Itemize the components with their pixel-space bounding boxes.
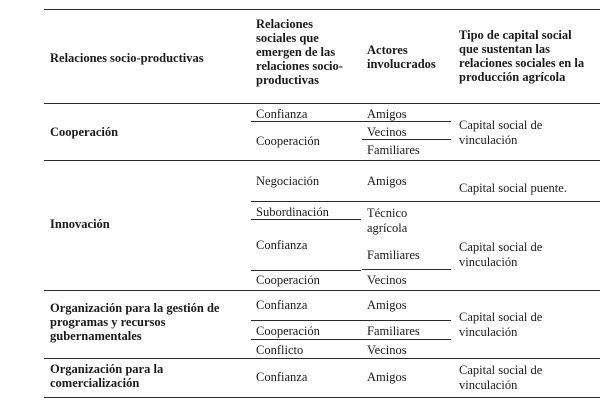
actor-cell: Vecinos bbox=[367, 125, 407, 139]
rule-header-bottom bbox=[44, 103, 600, 104]
rule-bottom bbox=[44, 397, 600, 398]
relation-cell: Cooperación bbox=[256, 273, 320, 287]
group-name: Innovación bbox=[50, 217, 110, 231]
group-name: Cooperación bbox=[50, 125, 119, 139]
capital-cell: Capital social puente. bbox=[459, 181, 567, 195]
actor-cell: Familiares bbox=[367, 324, 420, 338]
header-col2-line: sociales que bbox=[256, 31, 319, 45]
rule-group-3-bottom bbox=[44, 358, 600, 359]
relation-cell: Cooperación bbox=[256, 134, 320, 148]
actor-cell: Vecinos bbox=[367, 343, 407, 357]
capital-cell: vinculación bbox=[459, 133, 518, 147]
group-name: Organización para la gestión de bbox=[50, 301, 220, 315]
actor-cell: Amigos bbox=[367, 370, 407, 384]
capital-cell: Capital social de bbox=[459, 240, 543, 254]
group-name: comercialización bbox=[50, 376, 140, 390]
actor-cell: Amigos bbox=[367, 298, 407, 312]
rule bbox=[362, 139, 451, 140]
relation-cell: Confianza bbox=[256, 370, 308, 384]
actor-cell: Técnico bbox=[367, 206, 408, 220]
relation-cell: Subordinación bbox=[256, 205, 329, 219]
actor-cell: Vecinos bbox=[367, 273, 407, 287]
actor-cell: Familiares bbox=[367, 143, 420, 157]
rule-group-2-bottom bbox=[44, 290, 600, 291]
actor-cell: Familiares bbox=[367, 248, 420, 262]
capital-cell: vinculación bbox=[459, 255, 518, 269]
relation-cell: Negociación bbox=[256, 174, 320, 188]
group-name: programas y recursos bbox=[50, 315, 166, 329]
header-col4-line: producción agrícola bbox=[459, 70, 566, 84]
capital-cell: Capital social de bbox=[459, 363, 543, 377]
capital-cell: Capital social de bbox=[459, 118, 543, 132]
header-col2-line: productivas bbox=[256, 73, 319, 87]
rule bbox=[251, 201, 600, 202]
relation-cell: Confianza bbox=[256, 298, 308, 312]
header-col4-line: Tipo de capital social bbox=[459, 28, 572, 42]
capital-cell: Capital social de bbox=[459, 310, 543, 324]
relation-cell: Cooperación bbox=[256, 324, 320, 338]
header-col1: Relaciones socio-productivas bbox=[50, 51, 204, 65]
group-name: Organización para la bbox=[50, 362, 164, 376]
rule bbox=[362, 269, 451, 270]
header-col4-line: relaciones sociales en la bbox=[459, 56, 585, 70]
relation-cell: Confianza bbox=[256, 238, 308, 252]
header-col2-line: Relaciones bbox=[256, 17, 313, 31]
rule-top bbox=[44, 9, 600, 10]
relation-cell: Confianza bbox=[256, 107, 308, 121]
header-col4-line: que sustentan las bbox=[459, 42, 550, 56]
rule-group-1-bottom bbox=[44, 160, 600, 161]
capital-cell: vinculación bbox=[459, 325, 518, 339]
actor-cell: Amigos bbox=[367, 174, 407, 188]
rule bbox=[251, 320, 451, 321]
actor-cell: Amigos bbox=[367, 107, 407, 121]
header-col3-line: involucrados bbox=[367, 57, 436, 71]
header-col3-line: Actores bbox=[367, 43, 408, 57]
rule bbox=[251, 219, 361, 220]
rule bbox=[251, 339, 451, 340]
capital-cell: vinculación bbox=[459, 378, 518, 392]
header-col2-line: relaciones socio- bbox=[256, 59, 343, 73]
header-col2-line: emergen de las bbox=[256, 45, 336, 59]
rule bbox=[251, 121, 451, 122]
actor-cell: agrícola bbox=[367, 221, 408, 235]
group-name: gubernamentales bbox=[50, 329, 142, 343]
rule bbox=[251, 270, 361, 271]
relation-cell: Conflicto bbox=[256, 343, 304, 357]
